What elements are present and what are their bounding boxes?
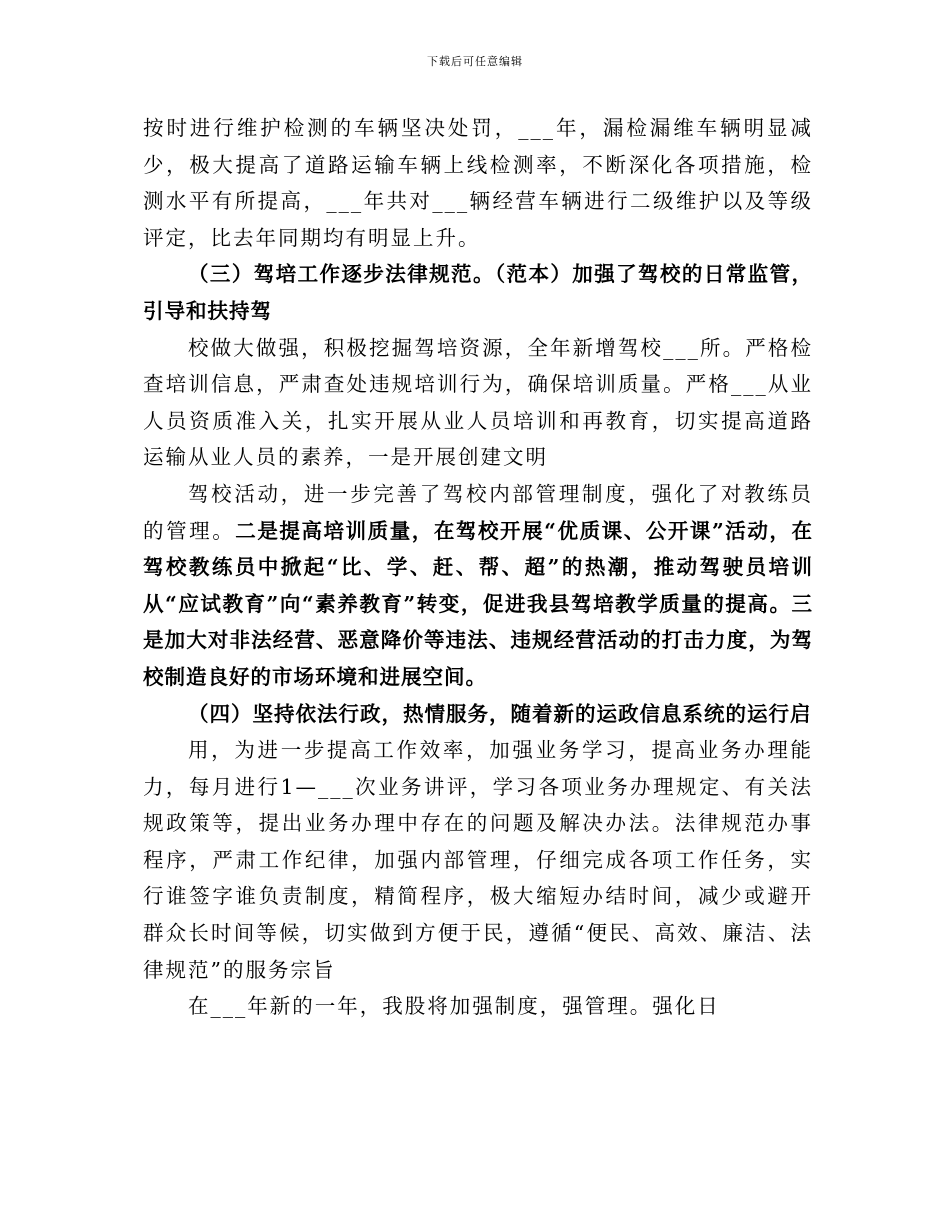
paragraph-normal-text: 驾校活动，进一步完善了驾校内部管理制度，强化了对教练员的管理。 [143, 481, 813, 543]
paragraph-driving-school: 校做大做强，积极挖掘驾培资源，全年新增驾校___所。严格检查培训信息，严肃查处违规培训行为，确保培训质量。严格___从业人员资质准入关，扎实开展从业人员培训和再教育，切实提高道路运输从业人员的素养，一是开展创建文明 [143, 335, 813, 470]
section-heading-driver-training: （三）驾培工作逐步法律规范。（范本）加强了驾校的日常监管，引导和扶持驾 [143, 262, 813, 323]
paragraph-driving-school-activity [143, 476, 813, 696]
page-header: 下载后可任意编辑 [427, 55, 523, 68]
paragraph-bold-text: 二是提高培训质量，在驾校开展“优质课、公开课”活动，在驾校教练员中掀起“比、学、赶、帮、超”的热潮，推动驾驶员培训从“应试教育”向“素养教育”转变，促进我县驾培教学质量的提高。三是加大对非法经营、恶意降价等违法、违规经营活动的打击力度，为驾校制造良好的市场环境和进展空间。 [143, 518, 813, 689]
section-heading-law-enforcement: （四）坚持依法行政，热情服务，随着新的运政信息系统的运行启 [188, 701, 812, 726]
paragraph-new-year: 在___年新的一年，我股将加强制度，强管理。强化日 [188, 994, 720, 1019]
paragraph-service: 用，为进一步提高工作效率，加强业务学习，提高业务办理能力，每月进行1—___次业务讲评，学习各项业务办理规定、有关法规政策等，提出业务办理中存在的问题及解决办法。法律规范办事程序，严肃工作纪律，加强内部管理，仔细完成各项工作任务，实行谁签字谁负责制度，精简程序，极大缩短办结时间，减少或避开群众长时间等候，切实做到方便于民，遵循“便民、高效、廉洁、法律规范”的服务宗旨 [143, 738, 813, 982]
paragraph-vehicle-inspection: 按时进行维护检测的车辆坚决处罚，___年，漏检漏维车辆明显减少，极大提高了道路运输车辆上线检测率，不断深化各项措施，检测水平有所提高，___年共对___辆经营车辆进行二级维护以及等级评定，比去年同期均有明显上升。 [143, 116, 813, 250]
document-body [143, 110, 813, 1025]
